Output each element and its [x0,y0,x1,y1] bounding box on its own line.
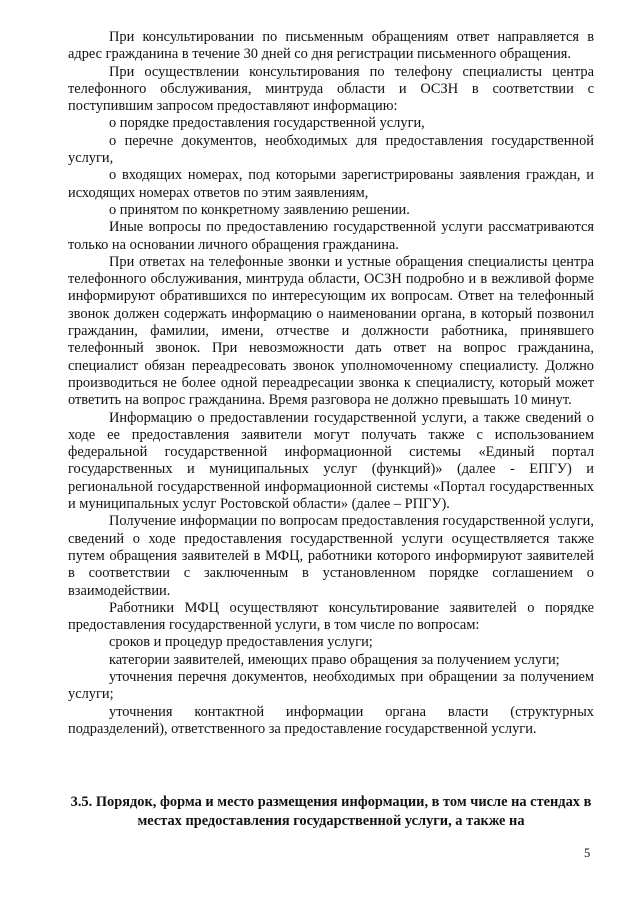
body-text [68,29,594,738]
list-item: уточнения контактной информации органа власти (структурных подразделений), ответственного за предоставление государственной услуги. [68,703,594,737]
list-item: о принятом по конкретному заявлению решении. [109,201,410,218]
list-item: о входящих номерах, под которыми зарегистрированы заявления граждан, и исходящих номерах ответов по этим заявлениям, [68,167,594,201]
paragraph: При ответах на телефонные звонки и устные обращения специалисты центра телефонного обслуживания, минтруда области, ОСЗН подробно и в вежливой форме информируют обратившихся по интересующим их вопросам. Ответ на телефонный звонок должен содержать информацию о наименовании органа, в который позвонил гражданин, фамилии, имени, отчестве и должности работника, принявшего телефонный звонок. При невозможности дать ответ на вопрос гражданина, специалист обязан переадресовать звонок уполномоченному специалисту. Должно производиться не более одной переадресации звонка к специалисту, который может ответить на вопрос гражданина. Время разговора не должно превышать 10 минут. [68,253,594,409]
page-number: 5 [584,846,591,860]
list-item: уточнения перечня документов, необходимых при обращении за получением услуги; [68,668,594,703]
list-item: о перечне документов, необходимых для предоставления государственной услуги, [68,132,594,167]
paragraph: При осуществлении консультирования по телефону специалисты центра телефонного обслуживания, минтруда области и ОСЗН в соответствии с поступившим запросом предоставляют информацию: [68,63,594,115]
paragraph: Иные вопросы по предоставлению государственной услуги рассматриваются только на основании личного обращения гражданина. [68,219,594,253]
paragraph: Информацию о предоставлении государственной услуги, а также сведений о ходе ее предоставления заявители могут получать также с использованием федеральной государственной информационной системы «Единый портал государственных и муниципальных услуг (функций)» (далее - ЕПГУ) и региональной государственной информационной системы «Портал государственных и муниципальных услуг Ростовской области» (далее – РПГУ). [68,409,594,513]
list-item: о порядке предоставления государственной услуги, [109,115,425,132]
section-heading: 3.5. Порядок, форма и место размещения информации, в том числе на стендах в местах предоставления государственной услуги, а также на [70,794,592,829]
paragraph: При консультировании по письменным обращениям ответ направляется в адрес гражданина в течение 30 дней со дня регистрации письменного обращения. [68,29,594,63]
paragraph: Работники МФЦ осуществляют консультирование заявителей о порядке предоставления государственной услуги, в том числе по вопросам: [68,599,594,634]
list-item: сроков и процедур предоставления услуги; [109,634,373,651]
list-item: категории заявителей, имеющих право обращения за получением услуги; [109,651,560,668]
paragraph: Получение информации по вопросам предоставления государственной услуги, сведений о ходе предоставления государственной услуги осуществляется также путем обращения заявителей в МФЦ, работники которого информируют заявителей в соответствии с заключенным в установленном порядке соглашением о взаимодействии. [68,513,594,599]
